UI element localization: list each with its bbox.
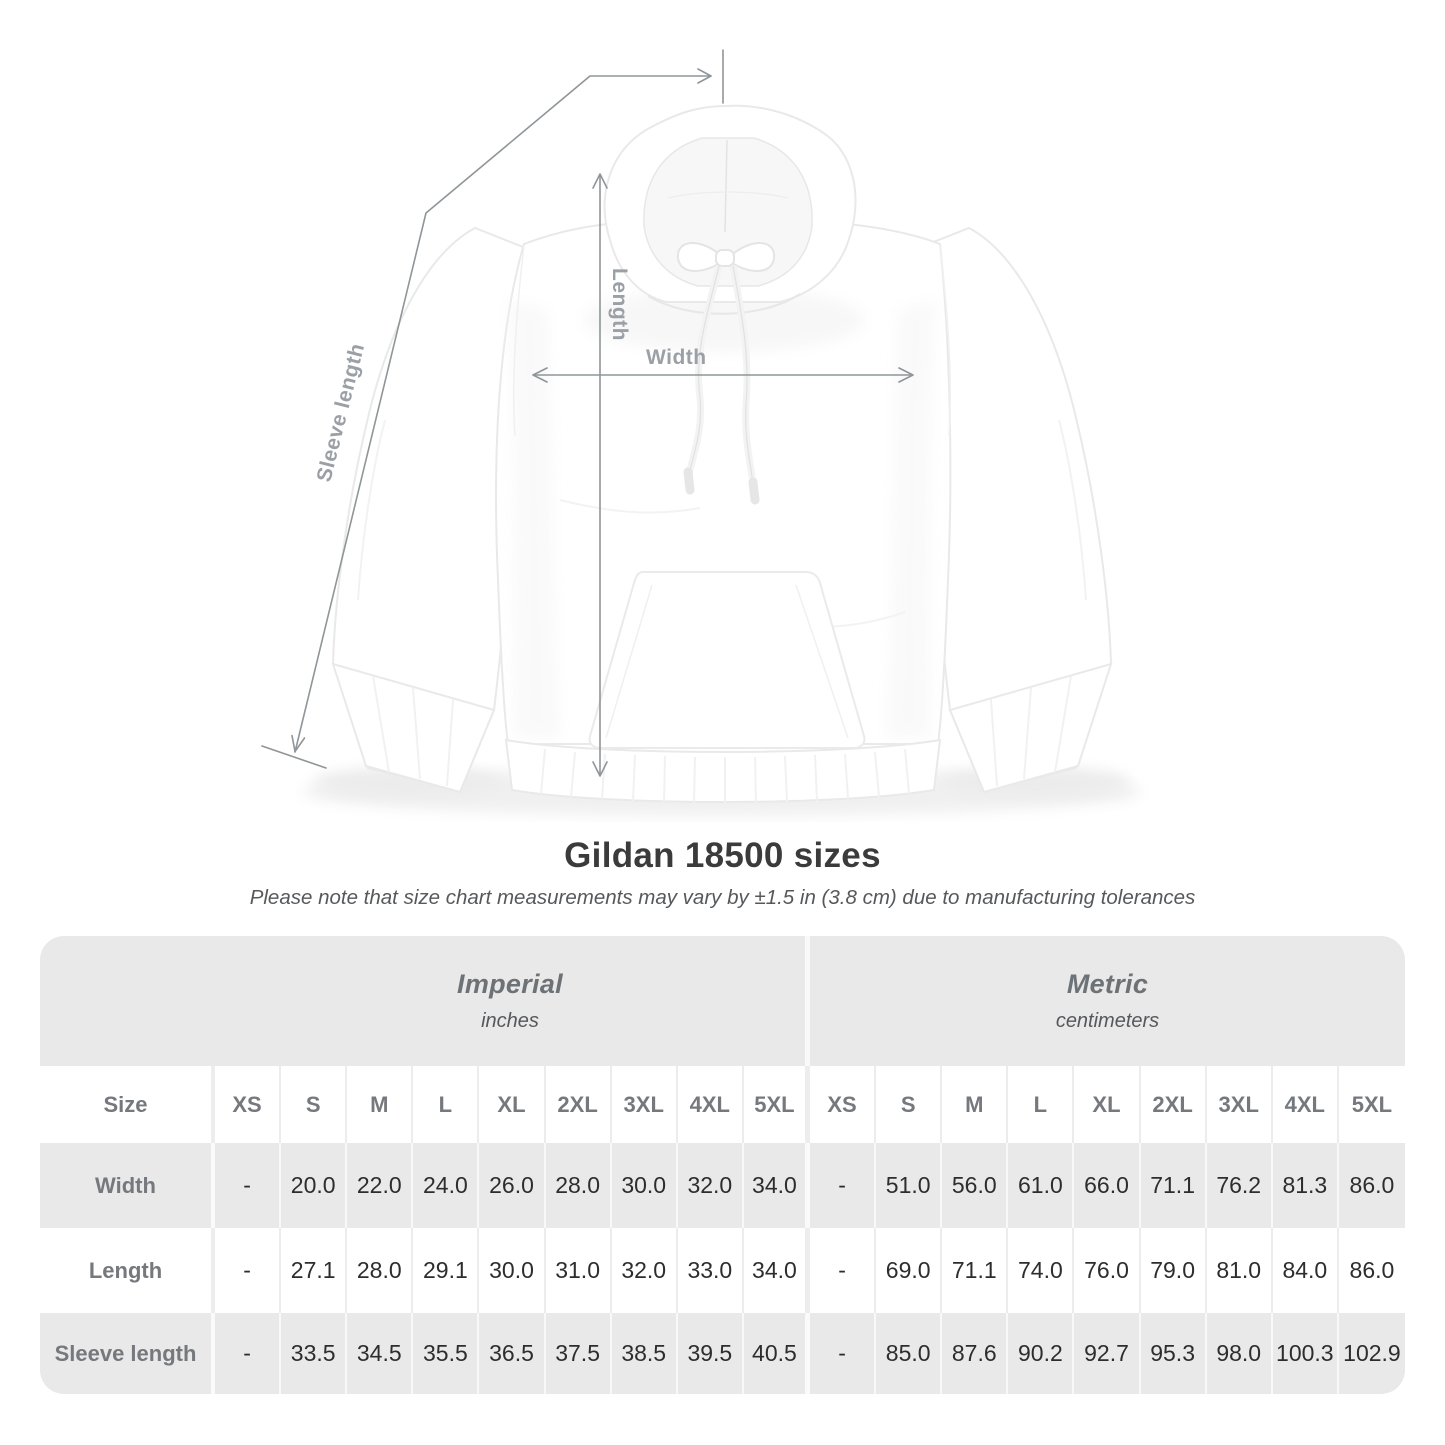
cell-sleeve-length-imperial-l: 35.5	[413, 1313, 479, 1394]
col-header-4xl-metric: 4XL	[1273, 1066, 1339, 1143]
cell-sleeve-length-metric-3xl: 98.0	[1207, 1313, 1273, 1394]
row-label-length: Length	[40, 1228, 215, 1313]
col-header-m-metric: M	[942, 1066, 1008, 1143]
table-row-sleeve-length	[40, 1313, 1405, 1394]
cell-length-metric-3xl: 81.0	[1207, 1228, 1273, 1313]
cell-sleeve-length-metric-5xl: 102.9	[1343, 1340, 1401, 1366]
col-header-s-metric: S	[876, 1066, 942, 1143]
col-header-3xl-imperial: 3XL	[612, 1066, 678, 1143]
cell-sleeve-length-metric-l: 90.2	[1008, 1313, 1074, 1394]
col-header-l-imperial: L	[413, 1066, 479, 1143]
cell-sleeve-length-imperial-3xl: 38.5	[612, 1313, 678, 1394]
page-title: Gildan 18500 sizes	[564, 836, 881, 875]
cell-width-imperial-l: 24.0	[413, 1143, 479, 1228]
unit-sub-metric: centimeters	[1055, 1010, 1160, 1032]
page-subtitle: Please note that size chart measurements may vary by ±1.5 in (3.8 cm) due to manufacturing tolerances	[249, 886, 1196, 909]
col-header-xl-metric: XL	[1074, 1066, 1140, 1143]
col-header-2xl-metric: 2XL	[1141, 1066, 1207, 1143]
cell-sleeve-length-imperial-2xl: 37.5	[546, 1313, 612, 1394]
col-header-2xl-imperial: 2XL	[546, 1066, 612, 1143]
hoodie-hood	[605, 106, 856, 314]
cell-length-imperial-m: 28.0	[347, 1228, 413, 1313]
cell-width-imperial-xs: -	[215, 1143, 281, 1228]
cell-length-metric-s: 69.0	[876, 1228, 942, 1313]
cell-length-metric-l: 74.0	[1008, 1228, 1074, 1313]
col-header-5xl-imperial: 5XL	[744, 1066, 810, 1143]
cell-length-metric-5xl: 86.0	[1349, 1257, 1395, 1283]
cell-sleeve-length-metric-m: 87.6	[942, 1313, 1008, 1394]
cell-length-imperial-l: 29.1	[413, 1228, 479, 1313]
cell-length-metric-m: 71.1	[942, 1228, 1008, 1313]
cell-sleeve-length-imperial-s: 33.5	[281, 1313, 347, 1394]
unit-header-metric	[810, 936, 1405, 1066]
cell-width-metric-2xl: 71.1	[1141, 1143, 1207, 1228]
table-row-length	[40, 1228, 1405, 1313]
cell-sleeve-length-metric-s: 85.0	[876, 1313, 942, 1394]
sleeve-length-label: Sleeve length	[312, 340, 370, 485]
cell-length-imperial-xs: -	[215, 1228, 281, 1313]
cell-width-metric-3xl: 76.2	[1207, 1143, 1273, 1228]
unit-name-imperial: Imperial	[457, 969, 563, 999]
cell-length-metric-4xl: 84.0	[1273, 1228, 1339, 1313]
cell-width-metric-4xl: 81.3	[1273, 1143, 1339, 1228]
width-label: Width	[646, 346, 707, 369]
row-label-sleeve-length: Sleeve length	[40, 1313, 215, 1394]
cell-width-metric-s: 51.0	[876, 1143, 942, 1228]
cell-length-metric-xs: -	[810, 1228, 876, 1313]
cell-sleeve-length-metric-xl: 92.7	[1074, 1313, 1140, 1394]
col-header-xs-imperial: XS	[215, 1066, 281, 1143]
cell-width-metric-m: 56.0	[942, 1143, 1008, 1228]
cell-sleeve-length-imperial-4xl: 39.5	[678, 1313, 744, 1394]
col-header-s-imperial: S	[281, 1066, 347, 1143]
length-label: Length	[608, 268, 631, 341]
col-header-xl-imperial: XL	[479, 1066, 545, 1143]
table-row-width	[40, 1143, 1405, 1228]
cell-width-imperial-s: 20.0	[281, 1143, 347, 1228]
cell-sleeve-length-imperial-m: 34.5	[347, 1313, 413, 1394]
col-header-xs-metric: XS	[810, 1066, 876, 1143]
cell-width-metric-xl: 66.0	[1074, 1143, 1140, 1228]
cell-width-metric-5xl: 86.0	[1349, 1172, 1395, 1198]
cell-sleeve-length-imperial-xs: -	[215, 1313, 281, 1394]
cell-sleeve-length-metric-xs: -	[810, 1313, 876, 1394]
col-header-5xl-metric: 5XL	[1351, 1091, 1393, 1117]
cell-width-imperial-3xl: 30.0	[612, 1143, 678, 1228]
size-column-header: Size	[40, 1066, 215, 1143]
size-table	[40, 936, 1405, 1394]
col-header-3xl-metric: 3XL	[1207, 1066, 1273, 1143]
col-header-4xl-imperial: 4XL	[678, 1066, 744, 1143]
size-header-row	[40, 1066, 1405, 1143]
cell-width-imperial-2xl: 28.0	[546, 1143, 612, 1228]
cell-length-imperial-5xl: 34.0	[744, 1228, 810, 1313]
cell-sleeve-length-metric-2xl: 95.3	[1141, 1313, 1207, 1394]
cell-width-imperial-xl: 26.0	[479, 1143, 545, 1228]
row-label-width: Width	[40, 1143, 215, 1228]
cell-sleeve-length-metric-4xl: 100.3	[1273, 1313, 1339, 1394]
cell-length-metric-xl: 76.0	[1074, 1228, 1140, 1313]
cell-width-metric-l: 61.0	[1008, 1143, 1074, 1228]
unit-name-metric: Metric	[1066, 969, 1149, 999]
cell-sleeve-length-imperial-5xl: 40.5	[744, 1313, 810, 1394]
cell-length-imperial-3xl: 32.0	[612, 1228, 678, 1313]
cell-width-imperial-4xl: 32.0	[678, 1143, 744, 1228]
cell-sleeve-length-imperial-xl: 36.5	[479, 1313, 545, 1394]
table-corner-cell	[40, 936, 215, 1066]
cell-length-imperial-2xl: 31.0	[546, 1228, 612, 1313]
cell-length-metric-2xl: 79.0	[1141, 1228, 1207, 1313]
cell-length-imperial-s: 27.1	[281, 1228, 347, 1313]
cell-width-imperial-5xl: 34.0	[744, 1143, 810, 1228]
unit-header-row	[40, 936, 1405, 1066]
unit-sub-imperial: inches	[481, 1010, 539, 1032]
cell-width-imperial-m: 22.0	[347, 1143, 413, 1228]
col-header-m-imperial: M	[347, 1066, 413, 1143]
cell-length-imperial-4xl: 33.0	[678, 1228, 744, 1313]
col-header-l-metric: L	[1008, 1066, 1074, 1143]
unit-header-imperial	[215, 936, 810, 1066]
hoodie-pocket	[590, 572, 865, 748]
cell-length-imperial-xl: 30.0	[479, 1228, 545, 1313]
cell-width-metric-xs: -	[810, 1143, 876, 1228]
